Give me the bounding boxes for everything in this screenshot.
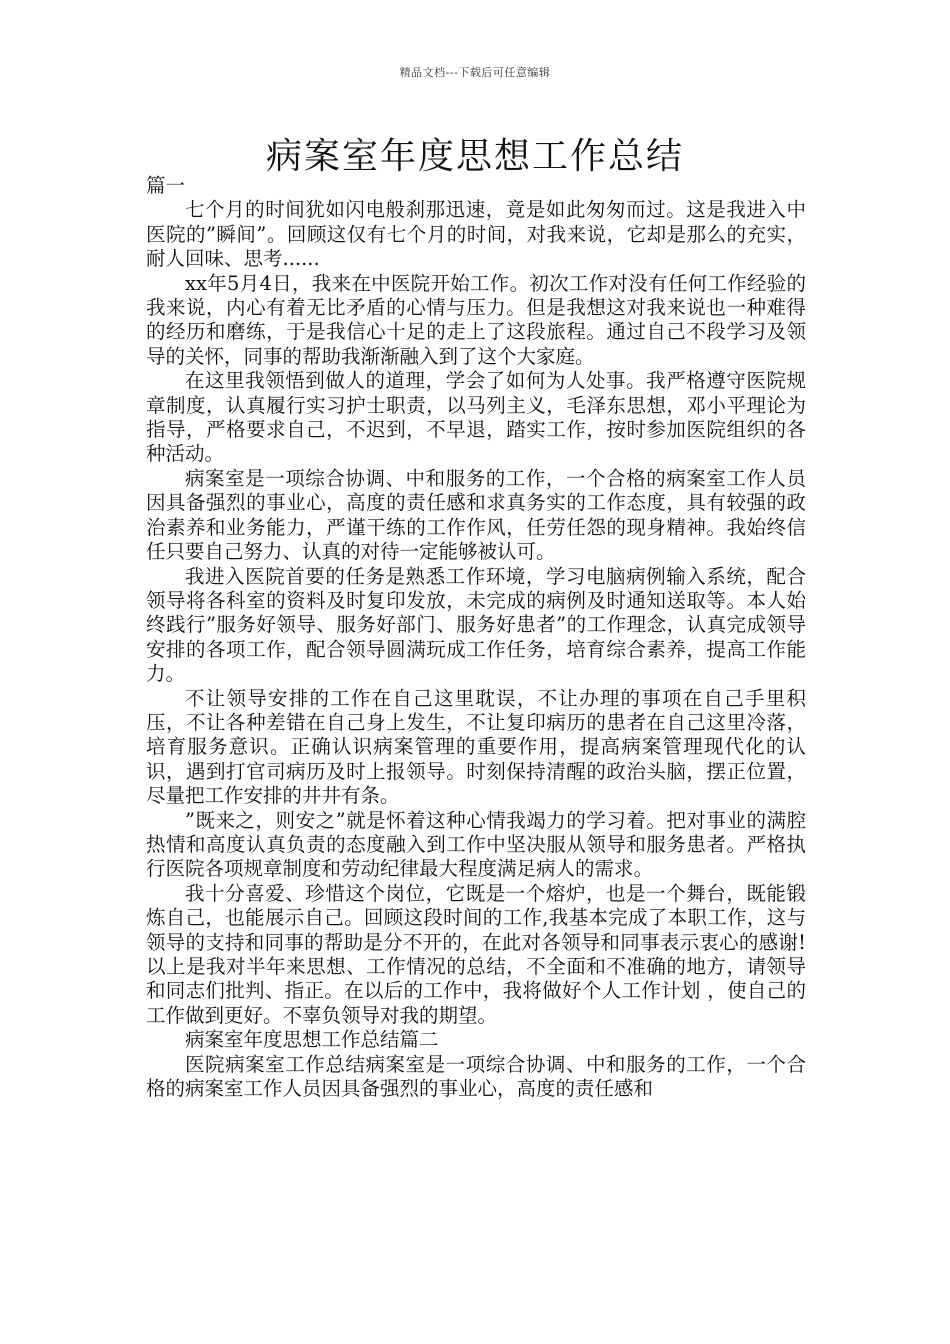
body-paragraph: 不让领导安排的工作在自己这里耽误，不让办理的事项在自己手里积压，不让各种差错在自己身上发生，不让复印病历的患者在自己这里冷落，培育服务意识。正确认识病案管理的重要作用，提高病案管理现代化的认识，遇到打官司病历及时上报领导。时刻保持清醒的政治头脑，摆正位置，尽量把工作安排的井井有条。 (146, 686, 806, 808)
body-paragraph: 病案室是一项综合协调、中和服务的工作，一个合格的病案室工作人员因具备强烈的事业心，高度的责任感和求真务实的工作态度，具有较强的政治素养和业务能力，严谨干练的工作作风，任劳任怨的现身精神。我始终信任只要自己努力、认真的对待一定能够被认可。 (146, 466, 806, 564)
body-paragraph: 我进入医院首要的任务是熟悉工作环境，学习电脑病例输入系统，配合领导将各科室的资料及时复印发放，未完成的病例及时通知送取等。本人始终践行”服务好领导、服务好部门、服务好患者”的工作理念，认真完成领导安排的各项工作，配合领导圆满玩成工作任务，培育综合素养，提高工作能力。 (146, 564, 806, 686)
document-title: 病案室年度思想工作总结 (265, 136, 684, 177)
document-header-note: 精品文档---下载后可任意编辑 (399, 66, 551, 79)
body-paragraph: 在这里我领悟到做人的道理，学会了如何为人处事。我严格遵守医院规章制度，认真履行实习护士职责，以马列主义，毛泽东思想，邓小平理论为指导，严格要求自己，不迟到，不早退，踏实工作，按时参加医院组织的各种活动。 (146, 369, 806, 466)
body-paragraph: 七个月的时间犹如闪电般刹那迅速，竟是如此匆匆而过。这是我进入中医院的”瞬间”。回顾这仅有七个月的时间，对我来说，它却是那么的充实，耐人回味、思考...... (146, 198, 806, 271)
body-paragraph: 医院病案室工作总结病案室是一项综合协调、中和服务的工作，一个合格的病案室工作人员因具备强烈的事业心，高度的责任感和 (146, 1052, 806, 1101)
section-label: 篇一 (146, 174, 186, 197)
body-paragraph: 我十分喜爱、珍惜这个岗位，它既是一个熔炉，也是一个舞台，既能锻炼自己，也能展示自己。回顾这段时间的工作,我基本完成了本职工作，这与领导的支持和同事的帮助是分不开的，在此对各领导和同事表示衷心的感谢!以上是我对半年来思想、工作情况的总结，不全面和不准确的地方，请领导和同志们批判、指正。在以后的工作中，我将做好个人工作计划 ，使自己的工作做到更好。不辜负领导对我的期望。 (146, 881, 806, 1027)
section-subheading: 病案室年度思想工作总结篇二 (185, 1028, 439, 1052)
body-paragraph: ”既来之，则安之”就是怀着这种心情我竭力的学习着。把对事业的满腔热情和高度认真负责的态度融入到工作中坚决服从领导和服务患者。严格执行医院各项规章制度和劳动纪律最大程度满足病人的需求。 (146, 808, 806, 881)
document-body (146, 174, 806, 1101)
body-paragraph: xx年5月4日，我来在中医院开始工作。初次工作对没有任何工作经验的我来说，内心有着无比矛盾的心情与压力。但是我想这对我来说也一种难得的经历和磨练，于是我信心十足的走上了这段旅程。通过自己不段学习及领导的关怀，同事的帮助我渐渐融入到了这个大家庭。 (146, 271, 806, 368)
